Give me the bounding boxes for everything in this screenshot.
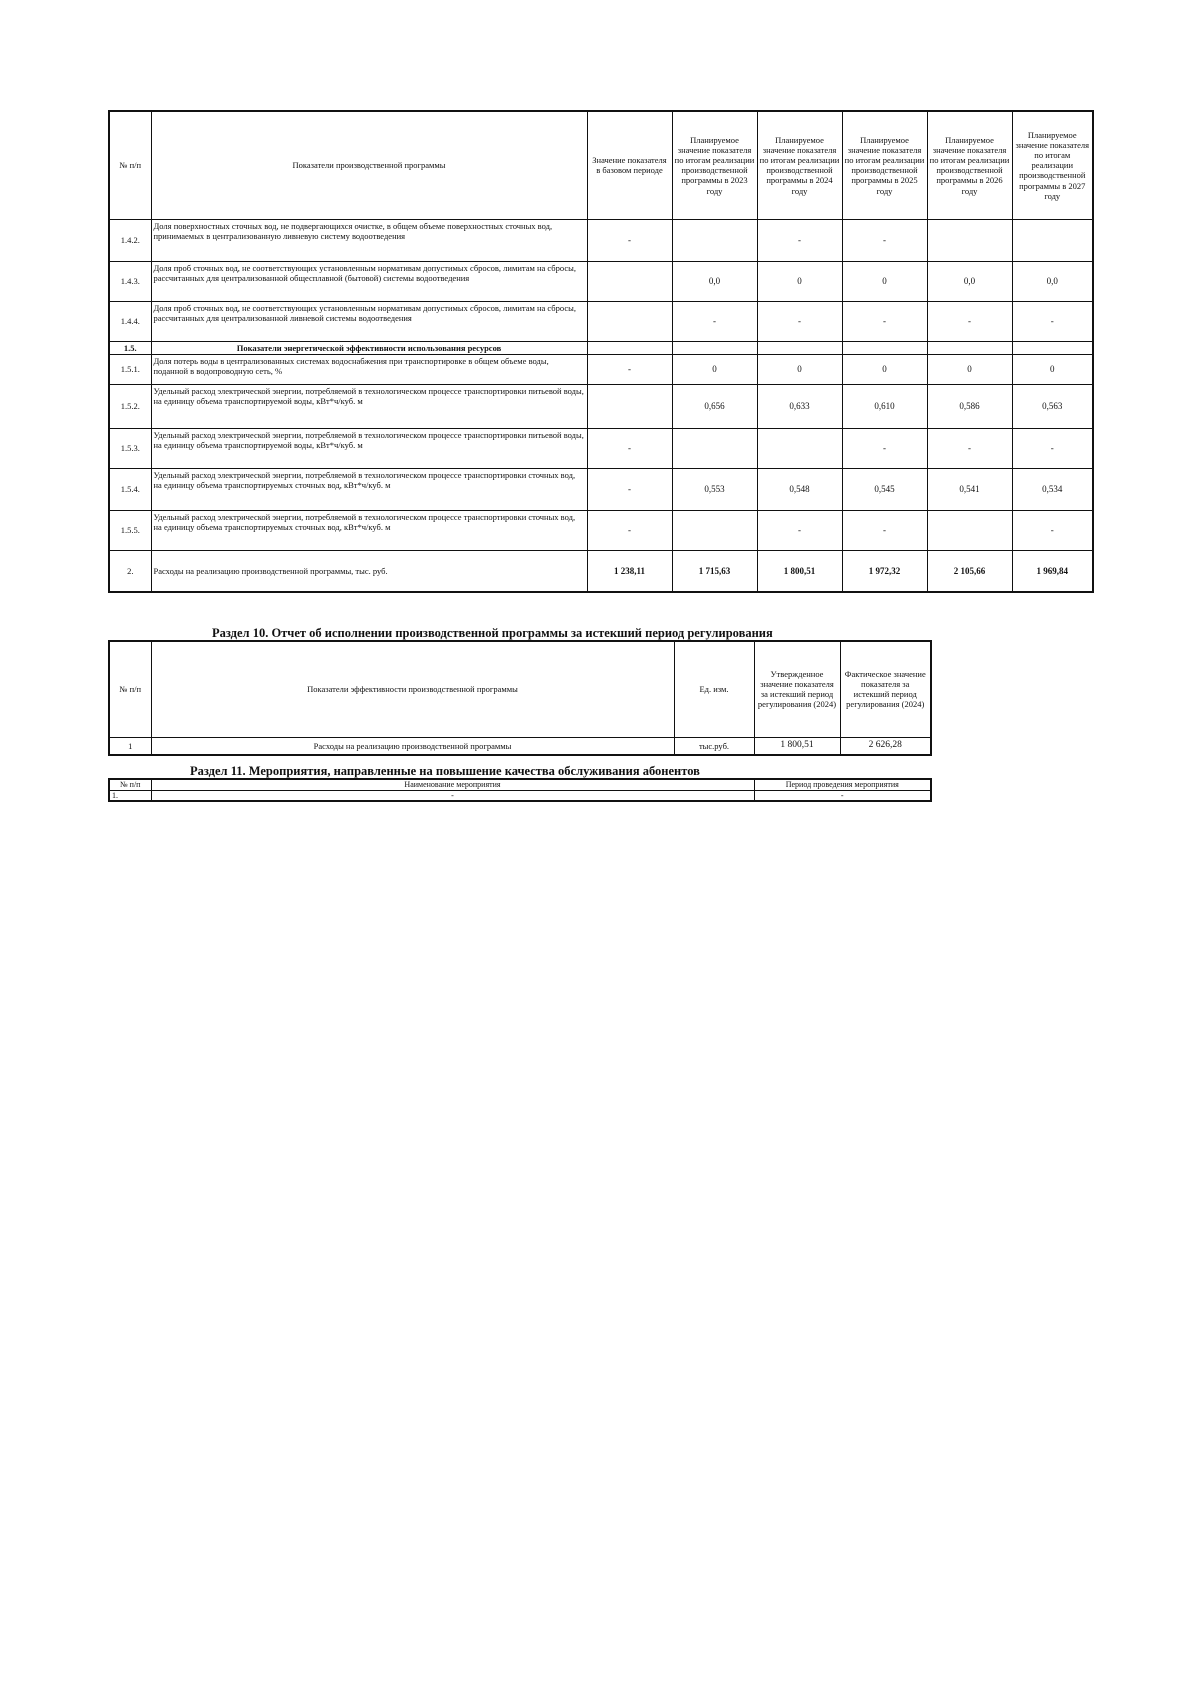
header-num: № п/п bbox=[109, 111, 151, 219]
indicator-value: 1 800,51 bbox=[757, 550, 842, 592]
events-header-num: № п/п bbox=[109, 779, 151, 790]
indicator-value: 0,545 bbox=[842, 468, 927, 510]
table-row bbox=[109, 261, 1093, 301]
report-header-approved: Утвержденное значение показателя за истекший период регулирования (2024) bbox=[754, 641, 840, 737]
row-number: 1.5. bbox=[109, 341, 151, 354]
events-header-period: Период проведения мероприятия bbox=[754, 779, 931, 790]
indicator-value: 0,0 bbox=[672, 261, 757, 301]
header-2027: Планируемое значение показателя по итогам реализации производственной программы в 2027 году bbox=[1012, 111, 1093, 219]
header-row bbox=[109, 111, 1093, 219]
table-row bbox=[109, 468, 1093, 510]
report-header-row bbox=[109, 641, 931, 737]
indicator-value: - bbox=[842, 428, 927, 468]
indicator-value: 0 bbox=[757, 261, 842, 301]
indicator-value: 0 bbox=[927, 354, 1012, 384]
indicator-value: - bbox=[1012, 301, 1093, 341]
indicator-name: Удельный расход электрической энергии, потребляемой в технологическом процессе транспортировки питьевой воды, на единицу объема транспортируемой воды, кВт*ч/куб. м bbox=[151, 384, 587, 428]
indicator-name: Показатели энергетической эффективности использования ресурсов bbox=[151, 341, 587, 354]
indicator-value: - bbox=[757, 301, 842, 341]
table-row bbox=[109, 384, 1093, 428]
indicator-value bbox=[757, 341, 842, 354]
table-row bbox=[109, 510, 1093, 550]
row-number: 1.5.1. bbox=[109, 354, 151, 384]
indicator-name: Расходы на реализацию производственной программы, тыс. руб. bbox=[151, 550, 587, 592]
indicator-name: Удельный расход электрической энергии, потребляемой в технологическом процессе транспортировки сточных вод, на единицу объема транспортируемых сточных вод, кВт*ч/куб. м bbox=[151, 510, 587, 550]
indicator-name: Удельный расход электрической энергии, потребляемой в технологическом процессе транспортировки сточных вод, на единицу объема транспортируемых сточных вод, кВт*ч/куб. м bbox=[151, 468, 587, 510]
events-header-row bbox=[109, 779, 931, 790]
indicator-value bbox=[1012, 219, 1093, 261]
header-2026: Планируемое значение показателя по итогам реализации производственной программы в 2026 году bbox=[927, 111, 1012, 219]
row-number: 1.4.4. bbox=[109, 301, 151, 341]
indicator-value bbox=[587, 384, 672, 428]
report-header-unit: Ед. изм. bbox=[674, 641, 754, 737]
indicator-value: - bbox=[842, 219, 927, 261]
indicator-value bbox=[672, 510, 757, 550]
indicator-value: 0,586 bbox=[927, 384, 1012, 428]
indicator-value bbox=[927, 219, 1012, 261]
header-base-period: Значение показателя в базовом периоде bbox=[587, 111, 672, 219]
report-header-num: № п/п bbox=[109, 641, 151, 737]
table-row bbox=[109, 737, 931, 755]
indicator-value bbox=[587, 261, 672, 301]
report-table bbox=[108, 640, 932, 756]
header-2023: Планируемое значение показателя по итогам реализации производственной программы в 2023 году bbox=[672, 111, 757, 219]
section-11-title: Раздел 11. Мероприятия, направленные на повышение качества обслуживания абонентов bbox=[190, 764, 700, 778]
production-program-table bbox=[108, 110, 1094, 593]
report-row-actual: 2 626,28 bbox=[840, 737, 931, 755]
indicator-value: 0,0 bbox=[927, 261, 1012, 301]
row-number: 2. bbox=[109, 550, 151, 592]
indicator-name: Доля потерь воды в централизованных системах водоснабжения при транспортировке в общем объеме воды, поданной в водопроводную сеть, % bbox=[151, 354, 587, 384]
indicator-value: 0 bbox=[1012, 354, 1093, 384]
report-header-indicator: Показатели эффективности производственной программы bbox=[151, 641, 674, 737]
indicator-value: 0,633 bbox=[757, 384, 842, 428]
indicator-value: - bbox=[757, 510, 842, 550]
events-header-name: Наименование мероприятия bbox=[151, 779, 754, 790]
indicator-value: 2 105,66 bbox=[927, 550, 1012, 592]
row-number: 1.5.2. bbox=[109, 384, 151, 428]
indicator-value bbox=[927, 341, 1012, 354]
events-table bbox=[108, 778, 932, 802]
row-number: 1.4.3. bbox=[109, 261, 151, 301]
row-number: 1.5.5. bbox=[109, 510, 151, 550]
indicator-value: 1 972,32 bbox=[842, 550, 927, 592]
table-row bbox=[109, 428, 1093, 468]
indicator-value bbox=[672, 341, 757, 354]
indicator-value: - bbox=[1012, 428, 1093, 468]
indicator-value: 1 715,63 bbox=[672, 550, 757, 592]
indicator-name: Доля проб сточных вод, не соответствующих установленным нормативам допустимых сбросов, лимитам на сбросы, рассчитанных для централизованной ливневой системы водоотведения bbox=[151, 301, 587, 341]
row-number: 1.5.4. bbox=[109, 468, 151, 510]
table-row bbox=[109, 790, 931, 801]
indicator-value: 0 bbox=[672, 354, 757, 384]
indicator-value: 1 238,11 bbox=[587, 550, 672, 592]
indicator-name: Доля поверхностных сточных вод, не подвергающихся очистке, в общем объеме поверхностных сточных вод, принимаемых в централизованную ливневую систему водоотведения bbox=[151, 219, 587, 261]
events-row-period: - bbox=[754, 790, 931, 801]
indicator-value bbox=[842, 341, 927, 354]
report-row-num: 1 bbox=[109, 737, 151, 755]
indicator-value bbox=[587, 301, 672, 341]
indicator-value: 0,548 bbox=[757, 468, 842, 510]
events-row-name: - bbox=[151, 790, 754, 801]
indicator-value: 0,563 bbox=[1012, 384, 1093, 428]
header-2024: Планируемое значение показателя по итогам реализации производственной программы в 2024 году bbox=[757, 111, 842, 219]
indicator-value bbox=[587, 341, 672, 354]
indicator-value: 0 bbox=[842, 354, 927, 384]
indicator-value: 0 bbox=[757, 354, 842, 384]
indicator-value: - bbox=[587, 219, 672, 261]
indicator-value: - bbox=[587, 354, 672, 384]
section-row bbox=[109, 341, 1093, 354]
indicator-name: Доля проб сточных вод, не соответствующих установленным нормативам допустимых сбросов, лимитам на сбросы, рассчитанных для централизованной общесплавной (бытовой) системы водоотведения bbox=[151, 261, 587, 301]
header-2025: Планируемое значение показателя по итогам реализации производственной программы в 2025 году bbox=[842, 111, 927, 219]
indicator-value bbox=[757, 428, 842, 468]
indicator-value bbox=[927, 510, 1012, 550]
indicator-value: - bbox=[1012, 510, 1093, 550]
indicator-value: - bbox=[672, 301, 757, 341]
indicator-value bbox=[672, 428, 757, 468]
indicator-value: - bbox=[927, 301, 1012, 341]
indicator-value bbox=[1012, 341, 1093, 354]
indicator-value: - bbox=[587, 510, 672, 550]
report-row-unit: тыс.руб. bbox=[674, 737, 754, 755]
events-row-num: 1. bbox=[109, 790, 151, 801]
table-row bbox=[109, 219, 1093, 261]
indicator-value: 0,553 bbox=[672, 468, 757, 510]
indicator-value: - bbox=[587, 468, 672, 510]
indicator-value: - bbox=[927, 428, 1012, 468]
indicator-value: - bbox=[757, 219, 842, 261]
report-row-approved: 1 800,51 bbox=[754, 737, 840, 755]
table-row bbox=[109, 550, 1093, 592]
indicator-value: - bbox=[842, 510, 927, 550]
indicator-value bbox=[672, 219, 757, 261]
header-indicator: Показатели производственной программы bbox=[151, 111, 587, 219]
indicator-value: 0,534 bbox=[1012, 468, 1093, 510]
row-number: 1.4.2. bbox=[109, 219, 151, 261]
row-number: 1.5.3. bbox=[109, 428, 151, 468]
indicator-value: 0,541 bbox=[927, 468, 1012, 510]
indicator-name: Удельный расход электрической энергии, потребляемой в технологическом процессе транспортировки питьевой воды, на единицу объема транспортируемой воды, кВт*ч/куб. м bbox=[151, 428, 587, 468]
indicator-value: - bbox=[842, 301, 927, 341]
indicator-value: 0 bbox=[842, 261, 927, 301]
indicator-value: 0,656 bbox=[672, 384, 757, 428]
table-row bbox=[109, 301, 1093, 341]
indicator-value: 0,610 bbox=[842, 384, 927, 428]
indicator-value: - bbox=[587, 428, 672, 468]
section-10-title: Раздел 10. Отчет об исполнении производственной программы за истекший период регулирования bbox=[212, 626, 773, 640]
indicator-value: 1 969,84 bbox=[1012, 550, 1093, 592]
indicator-value: 0,0 bbox=[1012, 261, 1093, 301]
table-row bbox=[109, 354, 1093, 384]
report-header-actual: Фактическое значение показателя за истекший период регулирования (2024) bbox=[840, 641, 931, 737]
report-row-name: Расходы на реализацию производственной программы bbox=[151, 737, 674, 755]
